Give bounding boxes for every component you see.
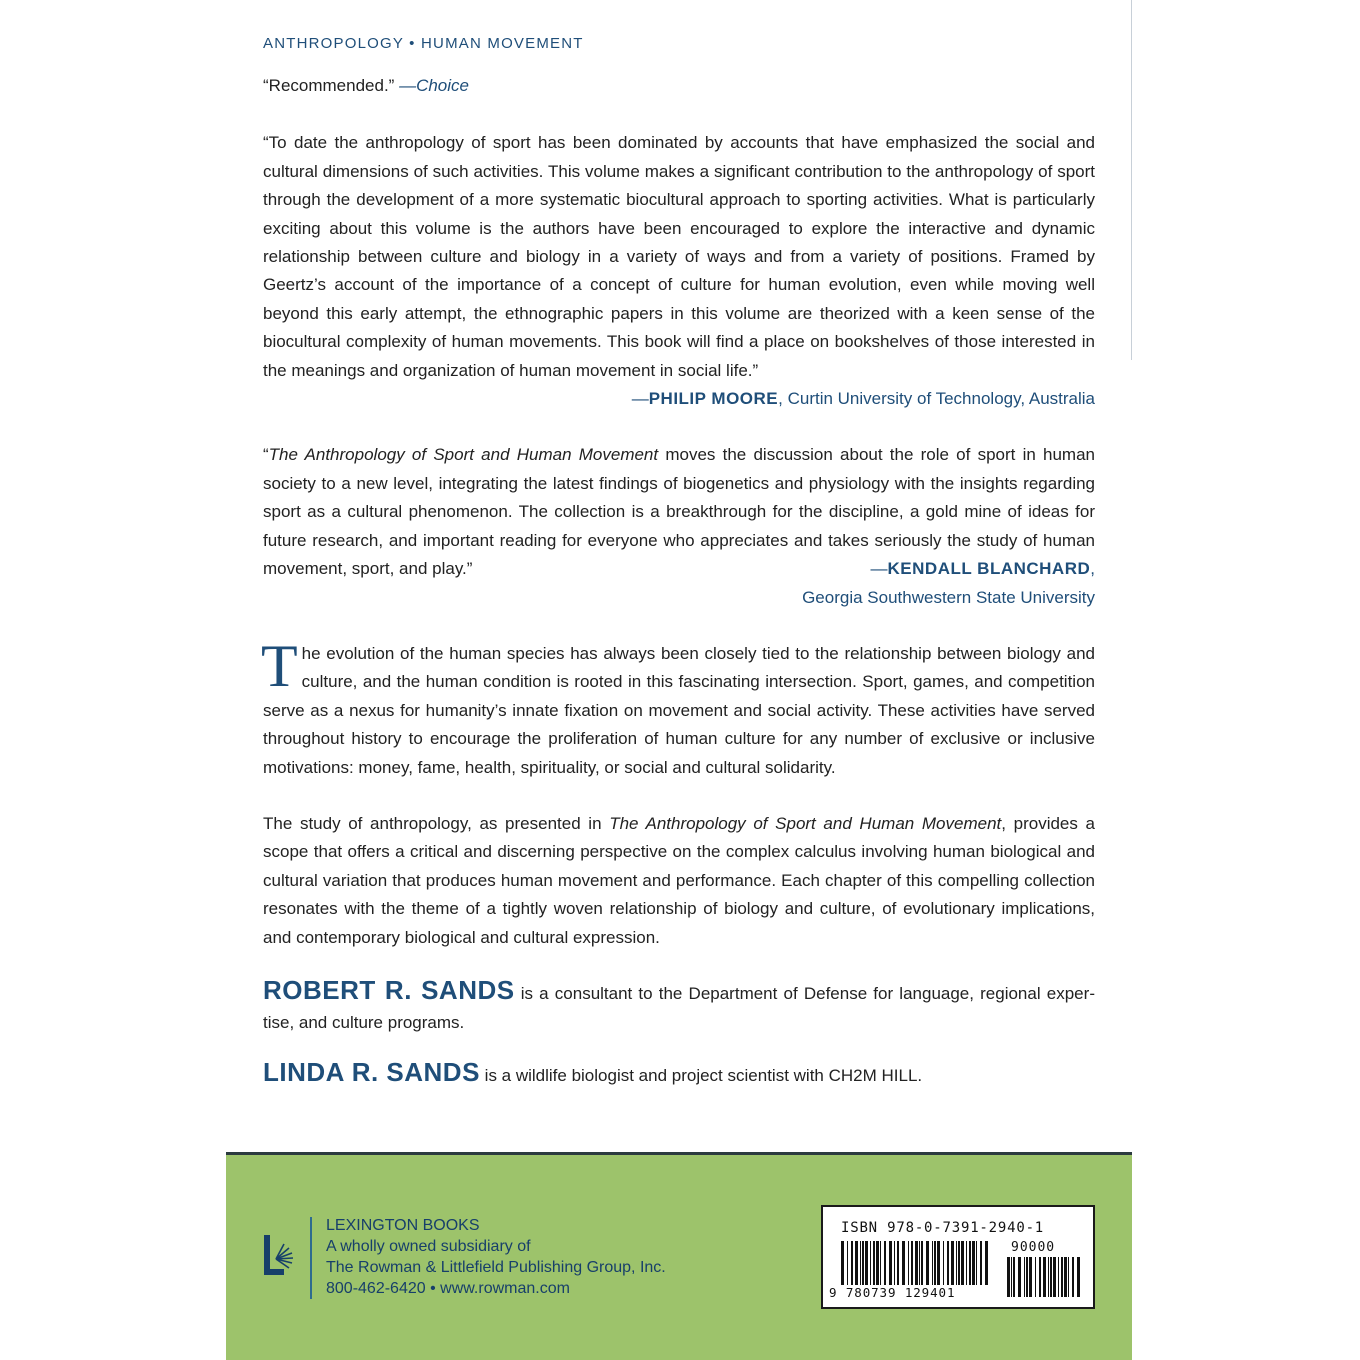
barcode-bar	[934, 1241, 936, 1285]
barcode-bar	[894, 1241, 895, 1285]
barcode-bar	[921, 1241, 923, 1285]
back-cover-text	[263, 30, 1095, 1090]
barcode-bar	[870, 1241, 871, 1285]
blurb-moore	[263, 129, 1095, 385]
barcode-bar	[1050, 1257, 1052, 1297]
blurb-choice	[263, 72, 1095, 100]
barcode-bar	[865, 1241, 868, 1285]
attribution-name-moore: PHILIP MOORE	[648, 389, 779, 409]
barcode-bar	[1053, 1257, 1056, 1297]
barcode-bar	[884, 1241, 886, 1285]
price-addon-bars	[1007, 1257, 1083, 1297]
barcode-bar	[1058, 1257, 1059, 1297]
attribution-comma: ,	[1090, 559, 1095, 579]
barcode-bar	[1007, 1257, 1010, 1297]
publisher-info	[326, 1215, 666, 1299]
blurb-choice-quote: “Recommended.”	[263, 76, 400, 95]
barcode-bar	[855, 1241, 858, 1285]
drop-cap: T	[261, 632, 298, 699]
blurb-moore-text: “To date the anthropology of sport has been dominated by accounts that have emphasized the social and cultural dimensions of such activities. This volume makes a significant contribution to the anthropology of sport through the development of a more systematic biocultural approach to sporting activities. What is particularly exciting about this volume is the authors have been encouraged to explore the interactive and dynamic relationship between culture and biology in a variety of ways and from a variety of positions. Framed by Geertz’s account of the importance of a concept of culture for human evolution, even while moving well beyond this early attempt, the ethnographic papers in this volume are theorized with a keen sense of the biocultural complexity of human movements. This book will find a place on bookshelves of those interested in the meanings and organization of human movement in social life.”	[263, 133, 1095, 380]
barcode-bar	[851, 1241, 853, 1285]
attribution-dash: —	[631, 389, 649, 409]
barcode-bar	[1029, 1257, 1032, 1297]
barcode-bar	[932, 1241, 933, 1285]
barcode-bar	[1061, 1257, 1063, 1297]
publisher-name: LEXINGTON BOOKS	[326, 1217, 480, 1234]
barcode-bar	[860, 1241, 861, 1285]
barcode-digits: 9 780739 129401	[829, 1285, 956, 1300]
barcode-bar	[1039, 1257, 1041, 1297]
barcode-bar	[926, 1241, 929, 1285]
isbn-number: ISBN 978-0-7391-2940-1	[841, 1220, 1045, 1236]
barcode-bar	[915, 1241, 918, 1285]
book-title-italic: The Anthropology of Sport and Human Movement	[268, 445, 659, 465]
book-title-italic: The Anthropology of Sport and Human Movement	[609, 813, 1002, 833]
page-edge-line	[1131, 0, 1132, 360]
author-name-robert: ROBERT R. SANDS	[263, 974, 515, 1005]
barcode-bar	[847, 1241, 848, 1285]
attribution-name-blanchard: KENDALL BLANCHARD	[887, 559, 1091, 579]
barcode-bar	[937, 1241, 940, 1285]
publisher-subsidiary: A wholly owned subsidiary of	[326, 1238, 531, 1255]
barcode-bar	[1064, 1257, 1067, 1297]
barcode-bar	[951, 1241, 954, 1285]
description-paragraph-1	[261, 632, 1095, 782]
blurb-blanchard	[263, 441, 1095, 583]
barcode-bar	[985, 1241, 988, 1285]
barcode-bar	[876, 1241, 879, 1285]
barcode-bar	[1024, 1257, 1025, 1297]
description-1-text: he evolution of the human species has always been closely tied to the relationship between biology and culture, and the human condition is rooted in this fascinating intersection. Sport, games, and competition serve as a nexus for humanity’s innate fixation on movement and social activity. These activities have served throughout history to encourage the proliferation of human culture for any number of exclusive or inclusive motivations: money, fame, health, spirituality, or social and cultural solidarity.	[263, 643, 1095, 777]
author-name-linda: LINDA R. SANDS	[263, 1056, 480, 1087]
barcode-bar	[966, 1241, 967, 1285]
open-quote: “	[263, 445, 269, 465]
publisher-footer	[226, 1152, 1132, 1360]
barcode-bar	[956, 1241, 957, 1285]
author-bio-linda-text: is a wildlife biologist and project scientist with CH2M HILL.	[479, 1065, 923, 1085]
barcode-bar	[1077, 1257, 1080, 1297]
barcode-bar	[841, 1241, 844, 1285]
barcode-bar	[1072, 1257, 1074, 1297]
description-2-after: , provides a scope that offers a critical and discerning perspective on the complex calculus involving human biological and cultural variation that produces human movement and performance. Each chapter of this compelling collection resonates with the theme of a tightly woven relationship of biology and culture, of evolutionary implications, and contemporary biological and cultural expression.	[263, 813, 1095, 947]
barcode-bar	[961, 1241, 964, 1285]
barcode-bar	[1018, 1257, 1021, 1297]
barcode-bar	[889, 1241, 892, 1285]
lexington-logo-icon	[262, 1233, 296, 1277]
blurb-blanchard-attribution	[871, 555, 1095, 583]
barcode-bar	[1043, 1257, 1046, 1297]
attribution-dash: —	[870, 559, 888, 579]
barcode-bar	[862, 1241, 864, 1285]
barcode-bar	[911, 1241, 913, 1285]
barcode-bar	[1011, 1257, 1012, 1297]
barcode-bar	[1035, 1257, 1036, 1297]
barcode-bar	[943, 1241, 944, 1285]
description-2-before: The study of anthropology, as presented in	[263, 813, 610, 833]
barcode-bar	[908, 1241, 909, 1285]
barcode-bar	[919, 1241, 920, 1285]
barcode-bar	[947, 1241, 949, 1285]
barcode-bar	[897, 1241, 899, 1285]
barcode-bar	[969, 1241, 971, 1285]
author-bio-linda	[263, 1058, 1095, 1090]
isbn-barcode	[821, 1205, 1095, 1309]
attribution-affiliation-moore: , Curtin University of Technology, Australia	[778, 389, 1095, 409]
barcode-bar	[1026, 1257, 1028, 1297]
barcode-bar	[1068, 1257, 1069, 1297]
barcode-bar	[958, 1241, 960, 1285]
barcode-bar	[880, 1241, 881, 1285]
attribution-affiliation-blanchard: Georgia Southwestern State University	[802, 587, 1095, 607]
barcode-bar	[980, 1241, 982, 1285]
barcode-bar	[1013, 1257, 1015, 1297]
barcode-bar	[873, 1241, 875, 1285]
publisher-group: The Rowman & Littlefield Publishing Group, Inc.	[326, 1259, 666, 1276]
barcode-bar	[972, 1241, 975, 1285]
publisher-contact: 800-462-6420 • www.rowman.com	[326, 1280, 570, 1297]
price-code: 90000	[1011, 1240, 1056, 1255]
barcode-bar	[902, 1241, 905, 1285]
description-paragraph-2	[263, 810, 1095, 952]
blurb-blanchard-text: moves the discussion about the role of sport in human society to a new level, integrating the latest findings of biogenetics and physiology with the insights regarding sport as a cultural phenomenon. The collection is a breakthrough for the discipline, a gold mine of ideas for future research, and important reading for everyone who appreciates and takes seriously the study of human movement, sport, and play.”	[263, 445, 1095, 579]
blurb-moore-attribution	[263, 385, 1095, 413]
barcode-bar	[976, 1241, 977, 1285]
ean-barcode-bars	[841, 1241, 991, 1285]
blurb-choice-source: —Choice	[399, 76, 469, 95]
author-bio-robert-text: is a consultant to the Department of Defense for language, regional expertise, and culture programs.	[263, 983, 1095, 1032]
barcode-bar	[1048, 1257, 1049, 1297]
category-label: ANTHROPOLOGY • HUMAN MOVEMENT	[263, 35, 584, 52]
publisher-divider	[310, 1217, 312, 1299]
author-bio-robert	[263, 976, 1095, 1037]
